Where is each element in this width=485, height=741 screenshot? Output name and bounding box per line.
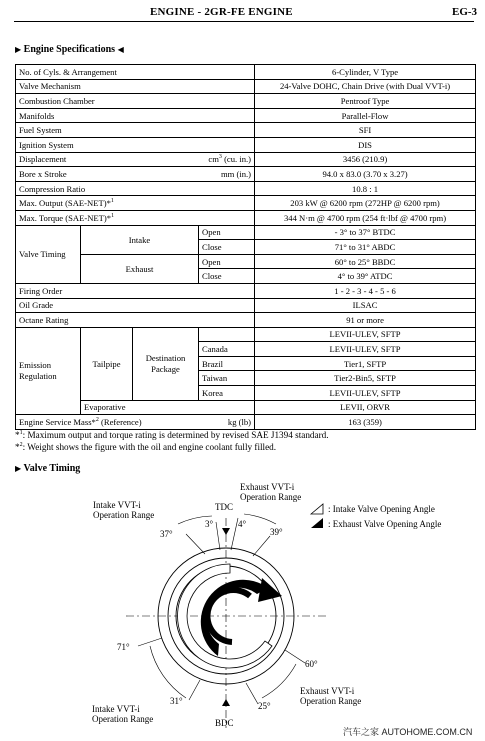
spec-label: Firing Order [16,283,255,298]
spec-label: Octane Rating [16,313,255,328]
spec-table [15,64,476,430]
tdc-marker-icon [222,528,230,535]
timing-heading-text: Valve Timing [23,463,81,474]
region-label: Taiwan [199,371,255,386]
valve-open-label: Open [199,225,255,240]
spec-label-text: Displacement [19,154,67,165]
footnote-1 [15,429,329,441]
diagram-axes [126,518,326,728]
unit-pre: cm [208,154,219,165]
spec-value: Parallel-Flow [255,108,476,123]
table-row [16,152,476,167]
valve-close-label: Close [199,269,255,284]
page-header [0,0,485,30]
spec-label: Oil Grade [16,298,255,313]
footnote-text: : Weight shows the figure with the oil and engine coolant fully filled. [22,442,277,452]
timing-heading [15,463,80,474]
table-row [16,298,476,313]
footnote-sup: 2 [19,441,23,448]
evaporative-label: Evaporative [81,400,255,415]
region-label: Canada [199,342,255,357]
spec-value: ILSAC [255,298,476,313]
header-rule [14,21,474,22]
angle-label-60: 60° [305,659,318,669]
spec-label: Fuel System [16,123,255,138]
exhaust-vvt-bottom-label-2: Operation Range [300,696,362,706]
angle-label-25: 25° [258,701,271,711]
spec-value: Tier2-Bin5, SFTP [255,371,476,386]
spec-unit: kg (lb) [227,417,252,428]
spec-value: 163 (359) [255,415,476,430]
spec-label [16,415,255,430]
exhaust-legend-label: : Exhaust Valve Opening Angle [328,519,442,529]
spec-unit [208,153,251,165]
exhaust-vvt-bottom-label-1: Exhaust VVT-i [300,686,355,696]
footnotes [15,429,329,453]
angle-label-39: 39° [270,527,283,537]
unit-sup: 3 [218,154,222,161]
table-row [16,415,476,430]
angle-label-37: 37° [160,529,173,539]
exhaust-vvt-top-label-2: Operation Range [240,492,302,502]
angle-label-3: 3° [205,519,214,529]
spec-label: Compression Ratio [16,181,255,196]
table-row [16,79,476,94]
bdc-marker-icon [222,699,230,706]
spec-value: 94.0 x 83.0 (3.70 x 3.27) [255,167,476,182]
region-label: Brazil [199,356,255,371]
region-label: Korea [199,386,255,401]
footnote-text: : Maximum output and torque rating is determined by revised SAE J1394 standard. [22,430,329,440]
spec-label [16,196,255,211]
exhaust-vvt-top-label-1: Exhaust VVT-i [240,482,295,492]
spec-value: SFI [255,123,476,138]
specs-heading-text: Engine Specifications [23,44,116,55]
valve-intake-label: Intake [81,225,199,254]
table-row [16,65,476,80]
spec-value: - 3° to 37° BTDC [255,225,476,240]
spec-label: Emission Regulation [16,327,81,415]
valve-exhaust-label: Exhaust [81,254,199,283]
exhaust-legend [311,518,441,529]
table-row [16,108,476,123]
spec-value: 60° to 25° BBDC [255,254,476,269]
exhaust-arrow-icon [258,578,282,602]
spec-value: 24-Valve DOHC, Chain Drive (with Dual VVT-i) [255,79,476,94]
table-row [16,400,476,415]
spec-label: Manifolds [16,108,255,123]
intake-legend-swatch-icon [311,504,323,514]
tdc-label: TDC [215,502,233,512]
spec-value: LEVII-ULEV, SFTP [255,327,476,342]
region-cell [199,327,255,342]
spec-label: Combustion Chamber [16,94,255,109]
vvt-range-arcs [150,514,296,698]
table-row [16,196,476,211]
spec-label-text: Engine Service Mass* [19,417,96,428]
spec-label-post: (Reference) [98,417,142,428]
spec-value: 6-Cylinder, V Type [255,65,476,80]
triangle-left-icon: ◀ [117,45,124,54]
spec-value: DIS [255,137,476,152]
table-row [16,137,476,152]
spec-value: 71° to 31° ABDC [255,240,476,255]
valve-open-label: Open [199,254,255,269]
table-row [16,254,476,269]
intake-legend-label: : Intake Valve Opening Angle [328,504,435,514]
spec-label: Valve Timing [16,225,81,283]
spec-value: 91 or more [255,313,476,328]
valve-timing-diagram [0,478,485,728]
table-row [16,327,476,342]
watermark: 汽车之家 AUTOHOME.COM.CN [343,727,473,737]
spec-value: 203 kW @ 6200 rpm (272HP @ 6200 rpm) [255,196,476,211]
spec-value: 344 N·m @ 4700 rpm (254 ft·lbf @ 4700 rpm) [255,210,476,225]
destination-label: Destination Package [133,327,199,400]
table-row [16,313,476,328]
tailpipe-label: Tailpipe [81,327,133,400]
footnote-mark: * [15,430,20,440]
header-title: ENGINE - 2GR-FE ENGINE [150,6,293,18]
triangle-right-icon: ▶ [15,464,22,473]
angle-label-31: 31° [170,696,183,706]
spec-value: Pentroof Type [255,94,476,109]
table-row [16,94,476,109]
table-row [16,210,476,225]
table-row [16,283,476,298]
unit-post: (cu. in.) [221,154,252,165]
exhaust-legend-swatch-icon [311,518,323,528]
footnote-2 [15,441,329,453]
spec-label-text: Bore x Stroke [19,168,67,179]
spec-value: LEVII, ORVR [255,400,476,415]
intake-vvt-bottom-label-2: Operation Range [92,714,154,724]
angle-label-71: 71° [117,642,130,652]
spec-value: Tier1, SFTP [255,356,476,371]
table-row [16,225,476,240]
page-number: EG-3 [452,6,478,18]
spec-value: 4° to 39° ATDC [255,269,476,284]
table-row [16,167,476,182]
footnote-ref: 1 [111,212,115,219]
intake-legend [311,504,435,514]
spec-label: Valve Mechanism [16,79,255,94]
spec-value: 3456 (210.9) [255,152,476,167]
footnote-sup: 1 [19,429,23,436]
valve-close-label: Close [199,240,255,255]
angle-label-4: 4° [238,519,247,529]
footnote-ref: 1 [110,198,114,205]
spec-unit: mm (in.) [220,168,252,179]
intake-vvt-bottom-label-1: Intake VVT-i [92,704,140,714]
bdc-label: BDC [215,718,234,728]
footnote-ref: 2 [95,417,99,424]
table-row [16,123,476,138]
spec-label [16,152,255,167]
table-row [16,181,476,196]
spec-value: 10.8 : 1 [255,181,476,196]
spec-value: 1 - 2 - 3 - 4 - 5 - 6 [255,283,476,298]
spec-value: LEVII-ULEV, SFTP [255,342,476,357]
spec-label: No. of Cyls. & Arrangement [16,65,255,80]
intake-vvt-top-label-2: Operation Range [93,510,155,520]
spec-label [16,167,255,182]
triangle-right-icon: ▶ [15,45,22,54]
spec-label-text: Max. Torque (SAE-NET)* [19,212,112,223]
footnote-mark: * [15,442,20,452]
spec-label-text: Max. Output (SAE-NET)* [19,198,111,209]
specs-heading [15,44,124,55]
spec-label [16,210,255,225]
intake-vvt-top-label-1: Intake VVT-i [93,500,141,510]
spec-label: Ignition System [16,137,255,152]
spec-value: LEVII-ULEV, SFTP [255,386,476,401]
